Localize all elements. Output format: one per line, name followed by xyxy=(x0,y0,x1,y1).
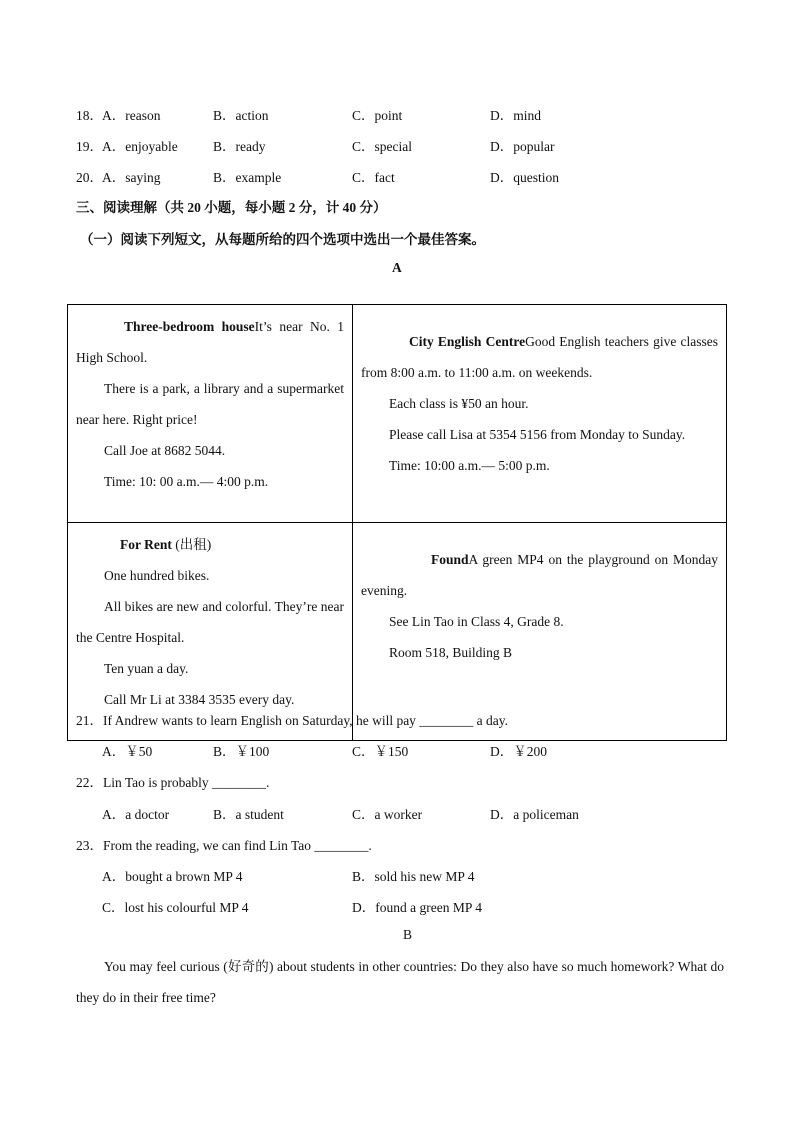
option-b: B．example xyxy=(213,170,282,185)
ad-rent-line1: One hundred bikes. xyxy=(104,568,210,583)
ad-centre-title: City English Centre xyxy=(409,334,526,349)
ad-rent-line2: All bikes are new and colorful. They’re near the Centre Hospital. xyxy=(76,599,344,645)
ad-found-title: Found xyxy=(431,552,469,567)
option-b: B．a student xyxy=(213,807,284,822)
option-c: C．special xyxy=(352,139,412,154)
ad-centre xyxy=(353,305,727,523)
ad-found-line2: See Lin Tao in Class 4, Grade 8. xyxy=(389,614,564,629)
ad-centre-line2: Each class is ¥50 an hour. xyxy=(389,396,529,411)
question-number: 18． xyxy=(76,108,103,123)
ad-house-line2: There is a park, a library and a supermarket near here. Right price! xyxy=(76,381,344,427)
sub-title: （一）阅读下列短文，从每题所给的四个选项中选出一个最佳答案。 xyxy=(80,232,485,247)
option-a: A．a doctor xyxy=(102,807,170,822)
cloze-row-20 xyxy=(76,166,726,186)
question-23-options-row2 xyxy=(76,896,726,916)
option-a: A．reason xyxy=(102,108,161,123)
passage-b-label: B xyxy=(403,927,413,942)
ad-centre-line1: Good English teachers give classes from 8:00 a.m. to 11:00 a.m. on weekends. xyxy=(361,334,718,380)
ad-house-line3: Call Joe at 8682 5044. xyxy=(104,443,226,458)
question-number: 19． xyxy=(76,139,103,154)
question-21-stem: 21．If Andrew wants to learn English on Saturday, he will pay ________ a day. xyxy=(76,713,509,728)
ad-house-line1: It’s near No. 1 High School. xyxy=(76,319,344,365)
section-title: 三、阅读理解（共 20 小题，每小题 2 分，计 40 分） xyxy=(76,200,387,215)
question-21-options xyxy=(76,740,726,760)
ad-rent-title-cn: (出租) xyxy=(175,537,212,552)
ad-found-line3: Room 518, Building B xyxy=(389,645,513,660)
option-b: B．sold his new MP 4 xyxy=(352,869,475,884)
ad-found-line1: A green MP4 on the playground on Monday evening. xyxy=(361,552,718,598)
passage-b-text: You may feel curious (好奇的) about students in other countries: Do they also have so much homework? What do they do in their free time? xyxy=(76,959,724,1005)
option-d: D．popular xyxy=(490,139,555,154)
question-23-options-row1 xyxy=(76,865,726,885)
option-c: C．a worker xyxy=(352,807,423,822)
option-d: D．a policeman xyxy=(490,807,579,822)
ad-rent-title: For Rent xyxy=(120,537,172,552)
cloze-row-19 xyxy=(76,135,726,155)
ad-house-title: Three-bedroom house xyxy=(124,319,255,334)
option-d: D．found a green MP 4 xyxy=(352,900,482,915)
ad-rent xyxy=(68,523,353,741)
ad-rent-line4: Call Mr Li at 3384 3535 every day. xyxy=(104,692,295,707)
option-b: B．action xyxy=(213,108,269,123)
ad-rent-line3: Ten yuan a day. xyxy=(104,661,189,676)
question-number: 20． xyxy=(76,170,103,185)
option-a: A．￥50 xyxy=(102,744,153,759)
option-b: B．￥100 xyxy=(213,744,270,759)
question-22-options xyxy=(76,803,726,823)
ad-house-line4: Time: 10: 00 a.m.— 4:00 p.m. xyxy=(104,474,269,489)
option-a: A．bought a brown MP 4 xyxy=(102,869,243,884)
option-d: D．question xyxy=(490,170,559,185)
option-c: C．fact xyxy=(352,170,395,185)
question-22-stem: 22．Lin Tao is probably ________. xyxy=(76,775,270,790)
passage-a-label: A xyxy=(392,260,402,275)
option-b: B．ready xyxy=(213,139,266,154)
option-c: C．point xyxy=(352,108,403,123)
ad-centre-line3: Please call Lisa at 5354 5156 from Monday to Sunday. xyxy=(389,427,686,442)
option-a: A．saying xyxy=(102,170,161,185)
option-c: C．￥150 xyxy=(352,744,409,759)
question-23-stem: 23．From the reading, we can find Lin Tao ________. xyxy=(76,838,372,853)
option-a: A．enjoyable xyxy=(102,139,178,154)
ads-table xyxy=(67,304,727,741)
ad-found xyxy=(353,523,727,741)
option-c: C．lost his colourful MP 4 xyxy=(102,900,249,915)
ad-centre-line4: Time: 10:00 a.m.— 5:00 p.m. xyxy=(389,458,550,473)
ad-house xyxy=(68,305,353,523)
option-d: D．mind xyxy=(490,108,542,123)
option-d: D．￥200 xyxy=(490,744,547,759)
cloze-row-18 xyxy=(76,104,726,124)
